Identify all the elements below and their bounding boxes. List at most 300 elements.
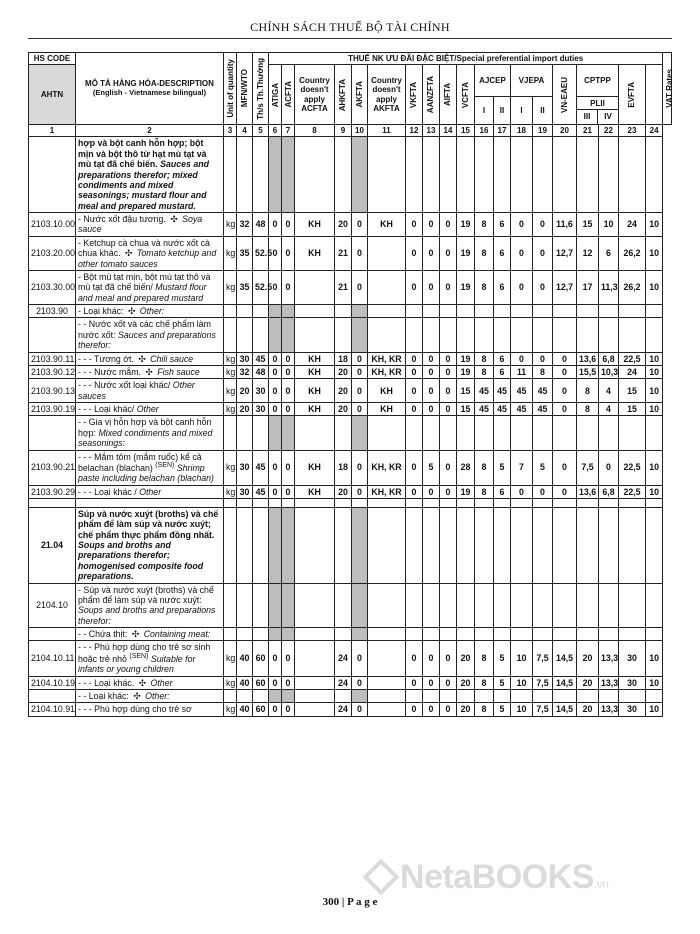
- empty-cell: [352, 318, 368, 352]
- rate-cell: 45: [475, 403, 494, 416]
- empty-cell: [253, 689, 269, 702]
- column-number: 6: [269, 125, 282, 137]
- empty-cell: [440, 507, 457, 583]
- ajcep-ii-header: II: [494, 97, 511, 125]
- empty-cell: [457, 507, 475, 583]
- rate-cell: 0: [440, 213, 457, 237]
- description-cell: [76, 703, 224, 716]
- hs-code-cell: [29, 628, 76, 641]
- description-en: Other: [136, 404, 159, 415]
- watermark-brand: NetaBOOKS: [400, 858, 594, 896]
- empty-cell: [335, 318, 352, 352]
- rate-cell: 0: [440, 365, 457, 378]
- empty-cell: [237, 628, 253, 641]
- empty-cell: [253, 583, 269, 628]
- hs-code-cell: 2103.90.29: [29, 485, 76, 498]
- description-en: Shrimp paste including belachan (blachan): [78, 462, 214, 484]
- table-row: [29, 676, 672, 689]
- rate-cell: 24: [335, 703, 352, 716]
- rate-cell: kg: [224, 450, 237, 485]
- evfta-header: EVFTA: [627, 81, 637, 108]
- description-en: Other sauces: [78, 380, 195, 401]
- empty-cell: [494, 305, 511, 318]
- rate-cell: 0: [269, 450, 282, 485]
- rate-cell: 20: [335, 365, 352, 378]
- rate-cell: 0: [406, 379, 423, 403]
- empty-cell: [646, 583, 663, 628]
- country-acfta-header: Country doesn't apply ACFTA: [295, 65, 335, 125]
- column-number: 5: [253, 125, 269, 137]
- rate-cell: 19: [457, 485, 475, 498]
- rate-cell: KH: [368, 379, 406, 403]
- rate-cell: 0: [406, 270, 423, 304]
- table-row: [29, 213, 672, 237]
- description-cell: [76, 213, 224, 237]
- column-number: 8: [295, 125, 335, 137]
- empty-cell: [533, 305, 553, 318]
- country-akfta-header: Country doesn't apply AKFTA: [368, 65, 406, 125]
- empty-cell: [352, 689, 368, 702]
- column-number: 16: [475, 125, 494, 137]
- column-number-row: [29, 125, 672, 137]
- empty-cell: [423, 689, 440, 702]
- rate-cell: kg: [224, 236, 237, 270]
- empty-cell: [423, 416, 440, 450]
- description-cell: [76, 318, 224, 352]
- description-en: Soya sauce: [78, 214, 203, 235]
- empty-cell: [368, 498, 406, 507]
- column-number: 1: [29, 125, 76, 137]
- rate-cell: 10: [646, 676, 663, 689]
- rate-cell: 0: [282, 236, 295, 270]
- rate-cell: 15: [457, 403, 475, 416]
- rate-cell: 0: [406, 485, 423, 498]
- rate-cell: 0: [553, 352, 577, 365]
- rate-cell: 0: [511, 213, 533, 237]
- empty-cell: [553, 318, 577, 352]
- column-number: 19: [533, 125, 553, 137]
- empty-cell: [368, 137, 406, 213]
- rate-cell: 52.5: [253, 236, 269, 270]
- rate-cell: 0: [352, 379, 368, 403]
- empty-cell: [457, 689, 475, 702]
- rate-cell: 0: [599, 450, 619, 485]
- empty-cell: [599, 583, 619, 628]
- ahkfta-header: AHKFTA: [338, 78, 348, 111]
- empty-cell: [295, 628, 335, 641]
- rate-cell: 10: [646, 703, 663, 716]
- rate-cell: 20: [577, 676, 599, 689]
- table-row: [29, 365, 672, 378]
- rate-cell: 0: [282, 450, 295, 485]
- sen-marker: (SEN): [129, 652, 149, 660]
- empty-cell: [368, 507, 406, 583]
- rate-cell: 17: [577, 270, 599, 304]
- empty-cell: [269, 689, 282, 702]
- rate-cell: 19: [457, 352, 475, 365]
- rate-cell: 0: [440, 641, 457, 676]
- empty-cell: [553, 507, 577, 583]
- rate-cell: 60: [253, 676, 269, 689]
- empty-cell: [224, 628, 237, 641]
- description-vn: - - - Nước xốt loại khác/: [78, 380, 171, 391]
- description-title: MÔ TẢ HÀNG HÓA-DESCRIPTION: [85, 79, 214, 89]
- rate-cell: 20: [335, 379, 352, 403]
- rate-cell: 45: [533, 403, 553, 416]
- table-body: [29, 137, 672, 716]
- rate-cell: kg: [224, 379, 237, 403]
- column-number: 12: [406, 125, 423, 137]
- flower-bullet-icon: ✣: [138, 353, 146, 364]
- empty-cell: [406, 416, 423, 450]
- description-en: Soups and broths and preparations therefor:: [78, 605, 216, 626]
- rate-cell: 10: [646, 379, 663, 403]
- header-divider: [28, 38, 672, 39]
- rate-cell: 12: [577, 236, 599, 270]
- rate-cell: 0: [282, 485, 295, 498]
- empty-cell: [237, 318, 253, 352]
- rate-cell: 0: [423, 485, 440, 498]
- aifta-header: AIFTA: [443, 83, 453, 107]
- empty-cell: [553, 583, 577, 628]
- rate-cell: 20: [457, 703, 475, 716]
- empty-cell: [269, 628, 282, 641]
- empty-cell: [646, 416, 663, 450]
- rate-cell: 45: [253, 450, 269, 485]
- rate-cell: 30: [253, 379, 269, 403]
- description-vn: - - - Phù hợp dùng cho trẻ sơ sinh hoặc trẻ nhỏ: [78, 642, 211, 664]
- empty-cell: [335, 583, 352, 628]
- rate-cell: 45: [494, 403, 511, 416]
- rate-cell: 0: [282, 641, 295, 676]
- description-cell: [76, 450, 224, 485]
- empty-cell: [406, 628, 423, 641]
- rate-cell: 45: [511, 403, 533, 416]
- empty-cell: [440, 137, 457, 213]
- description-cell: [76, 236, 224, 270]
- rate-cell: KH: [295, 352, 335, 365]
- rate-cell: 0: [423, 352, 440, 365]
- empty-cell: [619, 583, 646, 628]
- empty-cell: [224, 137, 237, 213]
- rate-cell: 0: [511, 270, 533, 304]
- hs-code-cell: 2103.90: [29, 305, 76, 318]
- empty-cell: [253, 318, 269, 352]
- empty-cell: [511, 498, 533, 507]
- description-vn: - - Chứa thịt:: [78, 629, 128, 640]
- empty-cell: [599, 416, 619, 450]
- empty-cell: [457, 416, 475, 450]
- empty-cell: [423, 137, 440, 213]
- empty-cell: [282, 305, 295, 318]
- table-row: [29, 583, 672, 628]
- rate-cell: kg: [224, 485, 237, 498]
- rate-cell: 11,6: [553, 213, 577, 237]
- rate-cell: 24: [335, 676, 352, 689]
- empty-cell: [577, 318, 599, 352]
- rate-cell: 0: [553, 403, 577, 416]
- watermark: [368, 858, 608, 897]
- empty-cell: [335, 689, 352, 702]
- rate-cell: 0: [533, 352, 553, 365]
- hs-code-cell: 2104.10.19: [29, 676, 76, 689]
- rate-cell: 5: [494, 703, 511, 716]
- rate-cell: 0: [533, 236, 553, 270]
- empty-cell: [619, 318, 646, 352]
- hs-code-cell: [29, 689, 76, 702]
- empty-cell: [368, 318, 406, 352]
- empty-cell: [619, 689, 646, 702]
- rate-cell: 35: [237, 236, 253, 270]
- rate-cell: 20: [335, 403, 352, 416]
- rate-cell: 0: [269, 485, 282, 498]
- hs-code-cell: 2104.10.91: [29, 703, 76, 716]
- rate-cell: 10: [646, 641, 663, 676]
- rate-cell: 0: [269, 379, 282, 403]
- watermark-suffix: .vn: [593, 877, 609, 891]
- empty-cell: [352, 507, 368, 583]
- rate-cell: 30: [619, 641, 646, 676]
- table-row: [29, 236, 672, 270]
- empty-cell: [577, 137, 599, 213]
- description-cell: [76, 403, 224, 416]
- rate-cell: 5: [494, 641, 511, 676]
- rate-cell: 5: [423, 450, 440, 485]
- empty-cell: [577, 305, 599, 318]
- empty-cell: [335, 628, 352, 641]
- page-header: CHÍNH SÁCH THUẾ BỘ TÀI CHÍNH: [250, 20, 450, 34]
- empty-cell: [352, 137, 368, 213]
- description-vn: Súp và nước xuýt (broths) và chế phẩm để làm súp và nước xuýt; chế phẩm thực phẩm đồng nhất.: [78, 508, 219, 540]
- description-vn: - Loại khác:: [78, 306, 124, 317]
- empty-cell: [457, 318, 475, 352]
- description-vn: - - - Loại khác /: [78, 486, 137, 497]
- hs-code-cell: 2103.90.11: [29, 352, 76, 365]
- empty-cell: [494, 583, 511, 628]
- rate-cell: 8: [475, 236, 494, 270]
- empty-cell: [619, 305, 646, 318]
- rate-cell: 4: [599, 379, 619, 403]
- empty-cell: [533, 137, 553, 213]
- rate-cell: 45: [533, 379, 553, 403]
- rate-cell: 18: [335, 352, 352, 365]
- description-vn: - - Gia vị hỗn hợp và bột canh hỗn hợp:: [78, 417, 212, 438]
- description-en: Sauces and preparations therefor:: [78, 329, 216, 351]
- description-cell: [76, 485, 224, 498]
- empty-cell: [553, 628, 577, 641]
- empty-cell: [282, 137, 295, 213]
- table-row: [29, 137, 672, 213]
- empty-cell: [475, 416, 494, 450]
- column-number: 11: [368, 125, 406, 137]
- empty-cell: [440, 416, 457, 450]
- column-number: 22: [599, 125, 619, 137]
- hs-code-cell: [29, 416, 76, 450]
- rate-cell: 5: [494, 676, 511, 689]
- rate-cell: 10,3: [599, 365, 619, 378]
- table-row: [29, 318, 672, 352]
- rate-cell: 15: [577, 213, 599, 237]
- rate-cell: 7,5: [533, 676, 553, 689]
- empty-cell: [457, 137, 475, 213]
- empty-cell: [475, 689, 494, 702]
- empty-cell: [406, 318, 423, 352]
- rate-cell: kg: [224, 213, 237, 237]
- rate-cell: 22,5: [619, 485, 646, 498]
- table-row: [29, 270, 672, 304]
- rate-cell: 0: [352, 213, 368, 237]
- empty-cell: [368, 583, 406, 628]
- empty-cell: [282, 628, 295, 641]
- cptpp-iii-header: III: [577, 110, 598, 123]
- column-number: 13: [423, 125, 440, 137]
- ajcep-i-header: I: [475, 97, 494, 125]
- rate-cell: 10: [646, 403, 663, 416]
- rate-cell: 0: [406, 213, 423, 237]
- rate-cell: 0: [553, 450, 577, 485]
- rate-cell: kg: [224, 676, 237, 689]
- empty-cell: [269, 507, 282, 583]
- rate-cell: 0: [269, 676, 282, 689]
- rate-cell: 5: [533, 450, 553, 485]
- empty-cell: [237, 305, 253, 318]
- empty-cell: [269, 305, 282, 318]
- rate-cell: 0: [423, 703, 440, 716]
- flower-bullet-icon: ✣: [127, 306, 136, 317]
- rate-cell: 19: [457, 270, 475, 304]
- table-row: [29, 305, 672, 318]
- rate-cell: 32: [237, 365, 253, 378]
- description-en: Sauces and preparations therefor; mixed condiments and mixed seasonings; mustard flour and meal and prepared mustard.: [78, 159, 210, 211]
- atiga-header: ATIGA: [271, 82, 280, 107]
- rate-cell: 8: [475, 703, 494, 716]
- rate-cell: 0: [406, 236, 423, 270]
- empty-cell: [295, 318, 335, 352]
- rate-cell: [368, 641, 406, 676]
- rate-cell: 20: [335, 213, 352, 237]
- empty-cell: [76, 498, 224, 507]
- column-number: 15: [457, 125, 475, 137]
- rate-cell: 30: [619, 703, 646, 716]
- hs-code-cell: [29, 137, 76, 213]
- description-vn: - Bột mù tạt mịn, bột mù tạt thô và mù tạt đã chế biến/: [78, 271, 211, 293]
- description-en: Containing meat:: [143, 629, 211, 640]
- hs-code-cell: 2103.90.21: [29, 450, 76, 485]
- rate-cell: KH: [295, 485, 335, 498]
- rate-cell: 0: [282, 365, 295, 378]
- empty-cell: [533, 416, 553, 450]
- flower-bullet-icon: ✣: [125, 248, 133, 259]
- empty-cell: [475, 137, 494, 213]
- rate-cell: 0: [440, 270, 457, 304]
- rate-cell: 0: [406, 403, 423, 416]
- rate-cell: 0: [423, 379, 440, 403]
- hs-code-cell: 2103.90.13: [29, 379, 76, 403]
- empty-cell: [423, 305, 440, 318]
- empty-cell: [475, 507, 494, 583]
- rate-cell: 8: [475, 352, 494, 365]
- rate-cell: 7,5: [533, 703, 553, 716]
- empty-cell: [599, 507, 619, 583]
- rate-cell: 0: [423, 676, 440, 689]
- rate-cell: 10: [646, 450, 663, 485]
- description-cell: [76, 676, 224, 689]
- description-vn: - Súp và nước xuýt (broths) và chế phẩm để làm súp và nước xuýt:: [78, 584, 214, 605]
- empty-cell: [253, 628, 269, 641]
- empty-cell: [475, 628, 494, 641]
- watermark-logo-icon: [363, 859, 400, 896]
- rate-cell: [368, 676, 406, 689]
- rate-cell: 4: [599, 403, 619, 416]
- rate-cell: 0: [269, 352, 282, 365]
- rate-cell: 7,5: [577, 450, 599, 485]
- empty-cell: [269, 137, 282, 213]
- rate-cell: 26,2: [619, 270, 646, 304]
- empty-cell: [237, 498, 253, 507]
- table-row: [29, 352, 672, 365]
- empty-cell: [577, 628, 599, 641]
- rate-cell: kg: [224, 365, 237, 378]
- rate-cell: KH: [295, 213, 335, 237]
- rate-cell: 0: [269, 213, 282, 237]
- rate-cell: 8: [475, 641, 494, 676]
- rate-cell: 0: [423, 270, 440, 304]
- table-row: [29, 450, 672, 485]
- rate-cell: [295, 641, 335, 676]
- empty-cell: [368, 628, 406, 641]
- rate-cell: 0: [352, 703, 368, 716]
- rate-cell: 6: [494, 352, 511, 365]
- rate-cell: 20: [237, 379, 253, 403]
- cptpp-header: CPTPP: [577, 65, 619, 97]
- hs-code-cell: 2103.10.00: [29, 213, 76, 237]
- rate-cell: 8: [475, 365, 494, 378]
- rate-cell: 0: [440, 403, 457, 416]
- empty-cell: [335, 137, 352, 213]
- rate-cell: 0: [352, 641, 368, 676]
- empty-cell: [619, 628, 646, 641]
- empty-cell: [352, 498, 368, 507]
- empty-cell: [406, 137, 423, 213]
- column-number: 23: [619, 125, 646, 137]
- rate-cell: 0: [406, 641, 423, 676]
- rate-cell: KH: [295, 450, 335, 485]
- empty-cell: [457, 305, 475, 318]
- rate-cell: 45: [475, 379, 494, 403]
- rate-cell: 10: [646, 365, 663, 378]
- column-number: 7: [282, 125, 295, 137]
- empty-cell: [282, 583, 295, 628]
- rate-cell: [368, 270, 406, 304]
- empty-cell: [29, 498, 76, 507]
- description-vn: hợp và bột canh hỗn hợp; bột mịn và bột thô từ hạt mù tạt và mù tạt đã chế biến.: [78, 138, 207, 170]
- flower-bullet-icon: ✣: [138, 677, 147, 688]
- vjepa-header: VJEPA: [511, 65, 553, 97]
- empty-cell: [406, 305, 423, 318]
- description-vn: - Nước xốt đậu tương.: [78, 214, 166, 225]
- empty-cell: [440, 628, 457, 641]
- rate-cell: 0: [352, 676, 368, 689]
- table-row: [29, 703, 672, 716]
- rate-cell: 0: [533, 485, 553, 498]
- rate-cell: 0: [511, 485, 533, 498]
- description-en: Chili sauce: [150, 353, 194, 364]
- rate-cell: 0: [440, 236, 457, 270]
- empty-cell: [475, 498, 494, 507]
- plii-header: PLII: [577, 98, 618, 110]
- column-number: 18: [511, 125, 533, 137]
- rate-cell: 20: [577, 641, 599, 676]
